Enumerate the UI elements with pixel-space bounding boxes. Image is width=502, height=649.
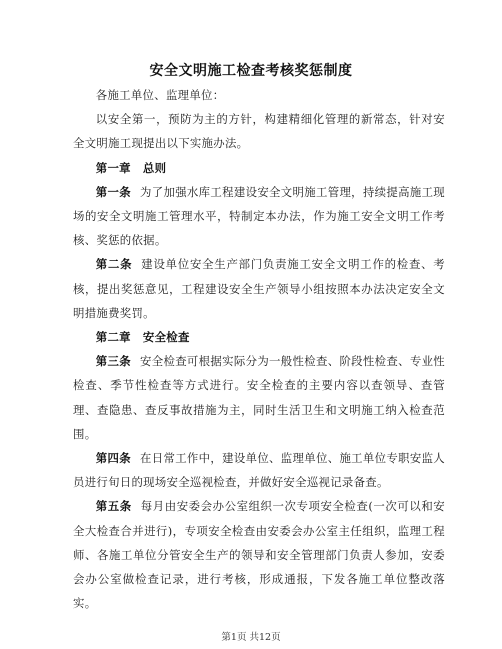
chapter-1-name: 总则 [142,160,167,175]
article-3-label: 第三条 [95,354,131,369]
article-1 [73,180,445,253]
addressee: 各施工单位、监理单位： [95,88,225,102]
article-4 [73,446,445,494]
article-2 [73,252,445,325]
intro-paragraph: 以安全第一，预防为主的方针，构建精细化管理的新常态，针对安全文明施工现提出以下实施办法。 [73,112,445,151]
article-4-label: 第四条 [95,451,131,466]
chapter-1-number: 第一章 [95,160,131,175]
article-5 [73,494,445,615]
article-4-text: 在日常工作中，建设单位、监理单位、施工单位专职安监人员进行旬日的现场安全巡视检查，并做好安全巡视记录备查。 [73,451,445,490]
article-2-label: 第二条 [95,257,133,272]
article-1-label: 第一条 [95,184,131,199]
article-3 [73,349,445,446]
article-2-text: 建设单位安全生产部门负责施工安全文明工作的检查、考核，提出奖惩意见，工程建设安全生产领导小组按照本办法决定安全文明措施费奖罚。 [73,257,445,320]
document-body [73,83,445,615]
chapter-2-heading [73,325,445,349]
page-number-footer: 第1页 共12页 [221,632,281,643]
article-3-text: 安全检查可根据实际分为一般性检查、阶段性检查、专业性检查、季节性检查等方式进行。安全检查的主要内容以查领导、查管理、查隐患、查反事故措施为主，同时生活卫生和文明施工纳入检查范围。 [73,354,445,441]
article-1-text: 为了加强水库工程建设安全文明施工管理，持续提高施工现场的安全文明施工管理水平，特制定本办法，作为施工安全文明工作考核、奖惩的依据。 [73,184,445,248]
article-5-text: 每月由安委会办公室组织一次专项安全检查(一次可以和安全大检查合并进行)，专项安全检查由安委会办公室主任组织，监理工程师、各施工单位分管安全生产的领导和安全管理部门负责人参加，安委会办公室做检查记录，进行考核，形成通报，下发各施工单位整改落实。 [73,499,446,611]
chapter-1-heading [73,156,445,180]
chapter-2-number: 第二章 [95,330,131,345]
document-title: 安全文明施工检查考核奖惩制度 [149,63,353,79]
article-5-label: 第五条 [95,499,132,514]
chapter-2-name: 安全检查 [142,330,190,345]
